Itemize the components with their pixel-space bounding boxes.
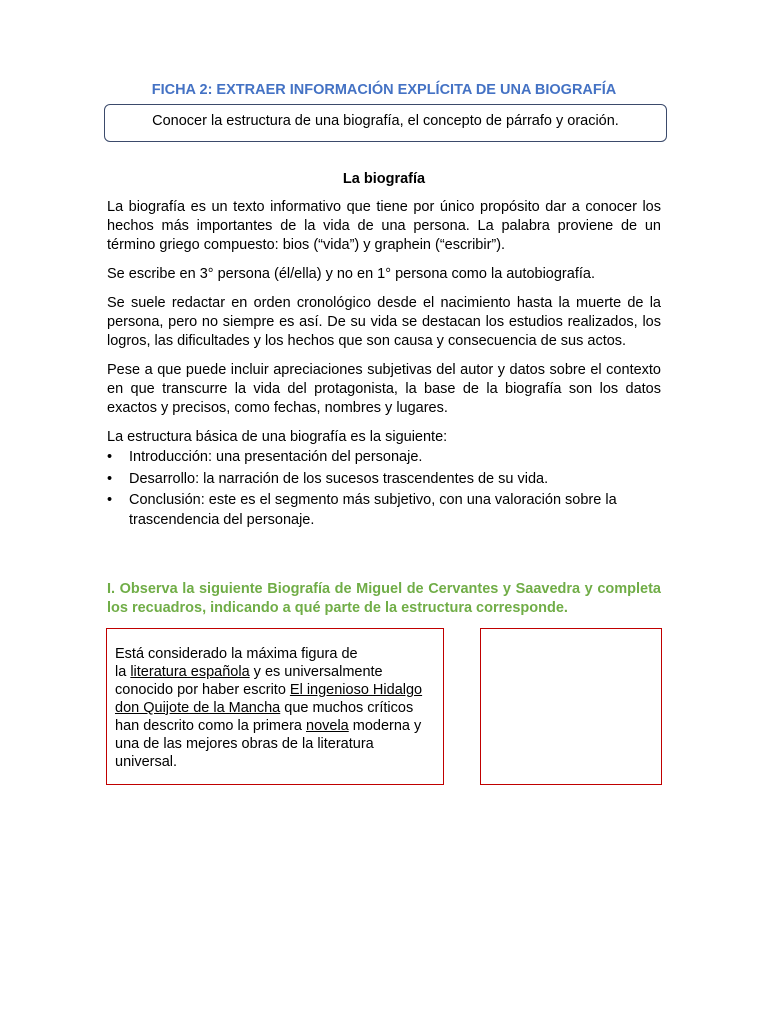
bio-text: una de las mejores obras de la literatura bbox=[115, 736, 374, 752]
structure-intro: La estructura básica de una biografía es la siguiente: bbox=[107, 429, 448, 445]
list-item bbox=[107, 470, 661, 490]
paragraph-definition: La biografía es un texto informativo que tiene por único propósito dar a conocer los hechos más importantes de la vida de una persona. La palabra proviene de un término griego compuesto: bios (“vida”) y graphein (“escribir”). bbox=[107, 199, 661, 253]
bullet-icon: • bbox=[107, 470, 113, 487]
bio-text: que muchos críticos bbox=[280, 700, 414, 716]
list-item-text: Desarrollo: la narración de los sucesos trascendentes de su vida. bbox=[129, 470, 549, 487]
objective-text: Conocer la estructura de una biografía, el concepto de párrafo y oración. bbox=[152, 113, 619, 129]
body-text bbox=[107, 198, 661, 532]
list-item-text: Introducción: una presentación del personaje. bbox=[129, 449, 423, 465]
bio-text: moderna y bbox=[348, 718, 422, 734]
link-quijote[interactable]: don Quijote de la Mancha bbox=[115, 700, 281, 716]
page-title: FICHA 2: EXTRAER INFORMACIÓN EXPLÍCITA DE UNA BIOGRAFÍA bbox=[151, 82, 617, 98]
bullet-icon: • bbox=[107, 449, 113, 465]
bio-text: universal. bbox=[115, 754, 178, 770]
bio-text: han descrito como la primera bbox=[115, 718, 306, 734]
paragraph-person: Se escribe en 3° persona (él/ella) y no en 1° persona como la autobiografía. bbox=[107, 266, 595, 282]
list-item bbox=[107, 448, 661, 468]
bio-text: conocido por haber escrito bbox=[115, 682, 290, 698]
link-quijote[interactable]: El ingenioso Hidalgo bbox=[289, 682, 423, 698]
list-item bbox=[107, 491, 661, 530]
link-literatura-espanola[interactable]: literatura española bbox=[130, 664, 250, 680]
link-novela[interactable]: novela bbox=[306, 718, 349, 734]
bio-text: la bbox=[115, 664, 131, 680]
objective-box bbox=[104, 104, 667, 142]
answer-box[interactable] bbox=[480, 628, 662, 785]
biography-box bbox=[106, 628, 444, 785]
list-item-text: Conclusión: este es el segmento más subjetivo, con una valoración sobre la trascendencia del personaje. bbox=[129, 492, 617, 528]
bio-text: y es universalmente bbox=[249, 664, 383, 680]
bio-text: Está considerado la máxima figura de bbox=[115, 646, 358, 662]
paragraph-order: Se suele redactar en orden cronológico desde el nacimiento hasta la muerte de la persona, pero no siempre es así. De su vida se destacan los estudios realizados, los logros, las dificultades y los hechos que son causa y consecuencia de sus actos. bbox=[107, 295, 661, 349]
section-title: La biografía bbox=[342, 171, 426, 187]
structure-list bbox=[107, 448, 661, 530]
bullet-icon: • bbox=[107, 492, 113, 508]
paragraph-data: Pese a que puede incluir apreciaciones subjetivas del autor y datos sobre el contexto en que transcurre la vida del protagonista, la base de la biografía son los datos exactos y precisos, como fechas, nombres y lugares. bbox=[107, 362, 661, 416]
exercise-instruction: I. Observa la siguiente Biografía de Miguel de Cervantes y Saavedra y completa los recuadros, indicando a qué parte de la estructura corresponde. bbox=[107, 581, 661, 616]
